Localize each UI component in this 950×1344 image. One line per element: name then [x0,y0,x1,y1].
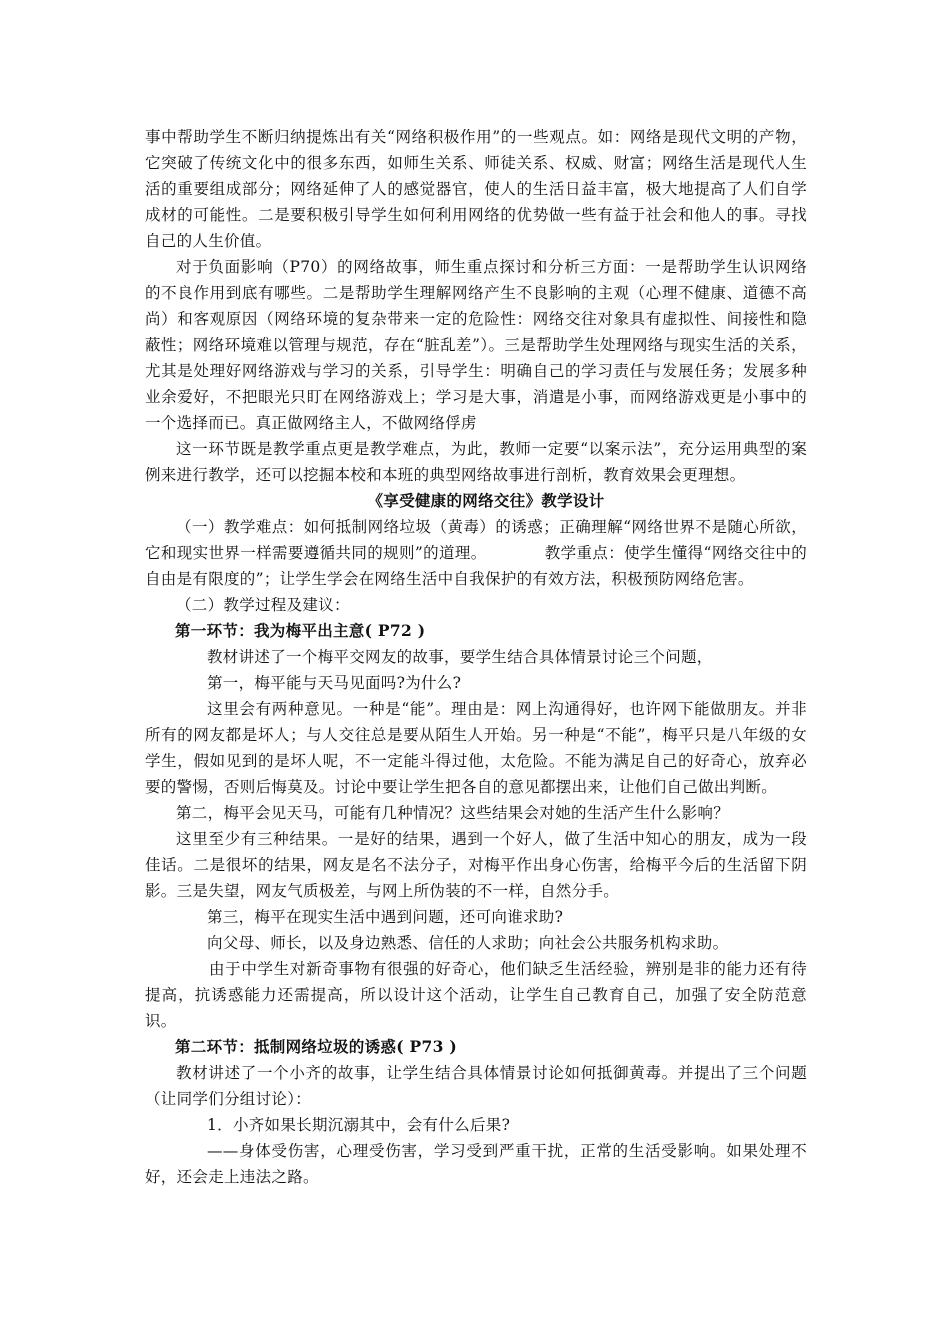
stage2-intro: 教材讲述了一个小齐的故事，让学生结合具体情景讨论如何抵御黄毒。并提出了三个问题（让同学们分组讨论）： [145,1064,807,1108]
stage2-answer-1: ——身体受伤害，心理受伤害，学习受到严重干扰，正常的生活受影响。如果处理不好，还会走上违法之路。 [145,1142,807,1186]
process-heading: （二）教学过程及建议： [176,596,350,614]
stage2-question-1: 1．小齐如果长期沉溺其中，会有什么后果? [207,1116,511,1134]
stage1-intro: 教材讲述了一个梅平交网友的故事，要学生结合具体情景讨论三个问题， [207,648,713,666]
paragraph-positive-effects: 事中帮助学生不断归纳提炼出有关“网络积极作用”的一些观点。如：网络是现代文明的产物，它突破了传统文化中的很多东西，如师生关系、师徒关系、权威、财富；网络生活是现代人生活的重要组成部分；网络延伸了人的感觉器官，使人的生活日益丰富，极大地提高了人们自学成材的可能性。二是要积极引导学生如何利用网络的优势做一些有益于社会和他人的事。寻找自己的人生价值。 [145,128,807,250]
teaching-difficulty [145,514,807,592]
paragraph-negative-effects: 对于负面影响（P70）的网络故事，师生重点探讨和分析三方面：一是帮助学生认识网络的不良作用到底有哪些。二是帮助学生理解网络产生不良影响的主观（心理不健康、道德不高尚）和客观原因（网络环境的复杂带来一定的危险性：网络交往对象具有虚拟性、间接性和隐蔽性；网络环境难以管理与规范，存在“脏乱差”）。三是帮助学生处理网络与现实生活的关系，尤其是处理好网络游戏与学习的关系，引导学生：明确自己的学习责任与发展任务；发展多种业余爱好，不把眼光只盯在网络游戏上；学习是大事，消遣是小事，而网络游戏更是小事中的一个选择而已。真正做网络主人，不做网络俘虏 [145,258,807,432]
stage1-summary: 由于中学生对新奇事物有很强的好奇心，他们缺乏生活经验，辨别是非的能力还有待提高，抗诱惑能力还需提高，所以设计这个活动，让学生自己教育自己，加强了安全防范意识。 [145,960,807,1030]
stage1-answer-2: 这里至少有三种结果。一是好的结果，遇到一个好人，做了生活中知心的朋友，成为一段佳话。二是很坏的结果，网友是名不法分子，对梅平作出身心伤害，给梅平今后的生活留下阴影。三是失望，网友气质极差，与网上所伪装的不一样，自然分手。 [145,830,807,900]
stage1-question-1: 第一，梅平能与天马见面吗?为什么? [207,674,462,692]
stage1-answer-3: 向父母、师长，以及身边熟悉、信任的人求助；向社会公共服务机构求助。 [207,934,729,952]
stage1-question-3: 第三，梅平在现实生活中遇到问题，还可向谁求助? [207,908,564,926]
stage1-heading: 第一环节：我为梅平出主意( P72 ) [175,621,426,640]
section-title: 《享受健康的网络交往》教学设计 [367,491,605,510]
teaching-focus-text: 教学重点：使学生懂得“网络交往中的自由是有限度的”；让学生学会在网络生活中自我保护的有效方法，积极预防网络危害。 [145,544,807,588]
stage1-question-2: 第二，梅平会见天马，可能有几种情况？这些结果会对她的生活产生什么影响？ [176,804,730,822]
document-body [145,124,807,1190]
paragraph-case-method: 这一环节既是教学重点更是教学难点，为此，教师一定要“以案示法”，充分运用典型的案例来进行教学，还可以挖掘本校和本班的典型网络故事进行剖析，教育效果会更理想。 [145,440,807,484]
stage2-heading: 第二环节：抵制网络垃圾的诱惑( P73 ) [175,1037,457,1056]
teaching-difficulty-text: （一）教学难点：如何抵制网络垃圾（黄毒）的诱惑；正确理解“网络世界不是随心所欲，它和现实世界一样需要遵循共同的规则”的道理。 [145,518,807,562]
stage1-answer-1: 这里会有两种意见。一种是“能”。理由是：网上沟通得好，也许网下能做朋友。并非所有的网友都是坏人；与人交往总是要从陌生人开始。另一种是“不能”，梅平只是八年级的女学生，假如见到的是坏人呢，不一定能斗得过他，太危险。不能为满足自己的好奇心，放弃必要的警惕，否则后悔莫及。讨论中要让学生把各自的意见都摆出来，让他们自己做出判断。 [145,700,807,796]
